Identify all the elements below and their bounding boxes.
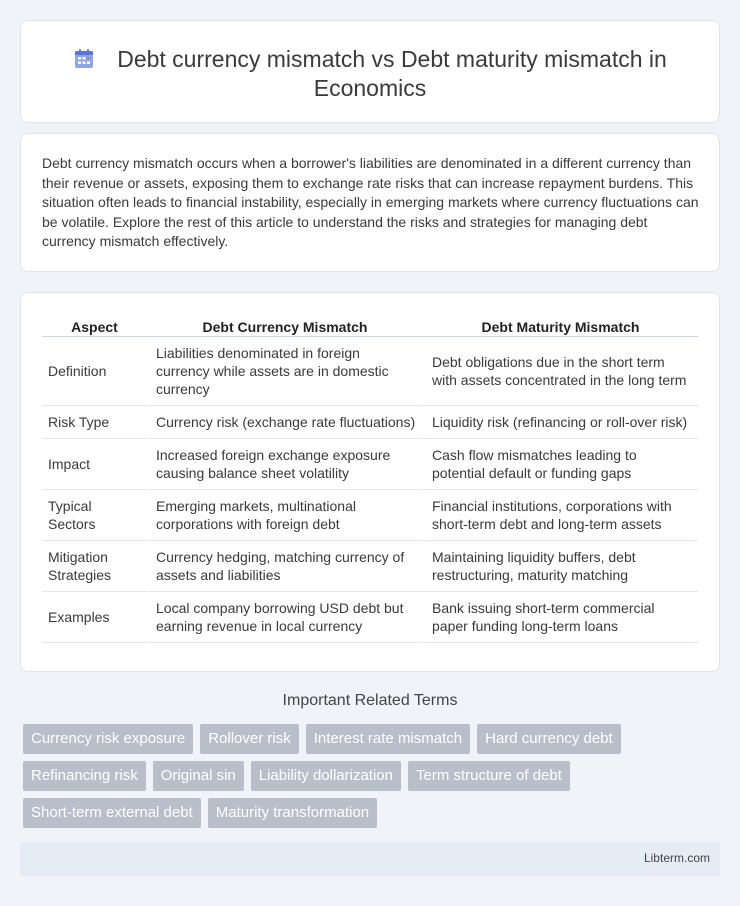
tag-short-term-external-debt[interactable]: Short-term external debt: [23, 798, 201, 828]
tag-term-structure-of-debt[interactable]: Term structure of debt: [408, 761, 570, 791]
row-aspect: Examples: [42, 592, 147, 643]
tag-liability-dollarization[interactable]: Liability dollarization: [251, 761, 401, 791]
row-maturity-cell: Liquidity risk (refinancing or roll-over risk): [423, 406, 698, 439]
document-icon: [73, 48, 95, 70]
tag-rollover-risk[interactable]: Rollover risk: [200, 724, 299, 754]
row-currency-cell: Emerging markets, multinational corporations with foreign debt: [147, 490, 423, 541]
table-row: [42, 541, 698, 592]
tag-row: [23, 798, 703, 828]
table-row: [42, 406, 698, 439]
table-row: [42, 490, 698, 541]
row-maturity-cell: Debt obligations due in the short term with assets concentrated in the long term: [423, 337, 698, 406]
row-aspect: Risk Type: [42, 406, 147, 439]
footer-bar: [20, 842, 720, 876]
intro-paragraph: Debt currency mismatch occurs when a borrower's liabilities are denominated in a different currency than their revenue or assets, exposing them to exchange rate risks that can increase repayment burdens. This situation often leads to financial instability, especially in emerging markets where currency fluctuations can be volatile. Explore the rest of this article to understand the risks and strategies for managing debt currency mismatch effectively.: [42, 155, 699, 250]
page-title: Debt currency mismatch vs Debt maturity mismatch in Economics: [117, 46, 667, 101]
row-maturity-cell: Maintaining liquidity buffers, debt restructuring, maturity matching: [423, 541, 698, 592]
row-currency-cell: Local company borrowing USD debt but earning revenue in local currency: [147, 592, 423, 643]
title-card: [20, 20, 720, 123]
tag-row: [23, 761, 703, 791]
row-aspect: Typical Sectors: [42, 490, 147, 541]
tag-hard-currency-debt[interactable]: Hard currency debt: [477, 724, 621, 754]
table-row: [42, 439, 698, 490]
row-currency-cell: Liabilities denominated in foreign currency while assets are in domestic currency: [147, 337, 423, 406]
related-terms-list: [23, 724, 703, 835]
row-maturity-cell: Financial institutions, corporations with short-term debt and long-term assets: [423, 490, 698, 541]
tag-maturity-transformation[interactable]: Maturity transformation: [208, 798, 377, 828]
row-maturity-cell: Cash flow mismatches leading to potential default or funding gaps: [423, 439, 698, 490]
tag-interest-rate-mismatch[interactable]: Interest rate mismatch: [306, 724, 470, 754]
row-maturity-cell: Bank issuing short-term commercial paper funding long-term loans: [423, 592, 698, 643]
comparison-table: [42, 315, 698, 643]
table-header-row: [42, 315, 698, 337]
tag-currency-risk-exposure[interactable]: Currency risk exposure: [23, 724, 193, 754]
header-maturity-mismatch: Debt Maturity Mismatch: [423, 315, 698, 337]
row-aspect: Mitigation Strategies: [42, 541, 147, 592]
page-title-wrap: [21, 45, 719, 103]
related-terms-heading: Important Related Terms: [282, 692, 458, 709]
row-aspect: Impact: [42, 439, 147, 490]
row-currency-cell: Currency hedging, matching currency of assets and liabilities: [147, 541, 423, 592]
footer-site-link[interactable]: Libterm.com: [643, 851, 710, 865]
header-currency-mismatch: Debt Currency Mismatch: [147, 315, 423, 337]
tag-row: [23, 724, 703, 754]
row-currency-cell: Currency risk (exchange rate fluctuations): [147, 406, 423, 439]
row-aspect: Definition: [42, 337, 147, 406]
intro-card: [20, 133, 720, 272]
comparison-card: [20, 292, 720, 672]
header-aspect: Aspect: [42, 315, 147, 337]
row-currency-cell: Increased foreign exchange exposure causing balance sheet volatility: [147, 439, 423, 490]
table-row: [42, 337, 698, 406]
tag-original-sin[interactable]: Original sin: [153, 761, 244, 791]
table-row: [42, 592, 698, 643]
tag-refinancing-risk[interactable]: Refinancing risk: [23, 761, 146, 791]
